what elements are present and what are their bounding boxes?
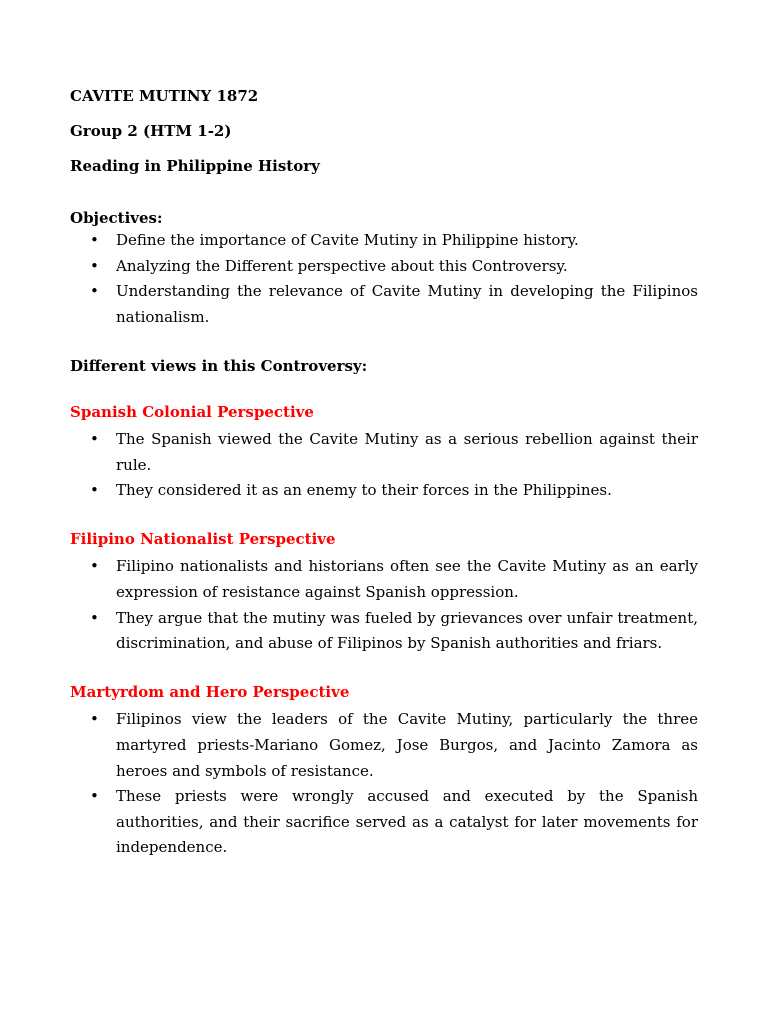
- spanish-perspective-section: [70, 402, 698, 504]
- section-heading: Martyrdom and Hero Perspective: [70, 683, 350, 702]
- bullet-icon: •: [90, 710, 99, 729]
- bullet-icon: •: [90, 787, 99, 806]
- list-item-text: Analyzing the Different perspective about this Controversy.: [116, 256, 568, 275]
- bullet-icon: •: [90, 608, 99, 627]
- group-label: Group 2 (HTM 1-2): [70, 122, 232, 140]
- list-item: [70, 707, 698, 784]
- list-item: [70, 478, 698, 504]
- section-heading: Spanish Colonial Perspective: [70, 402, 314, 421]
- list-item-text: They considered it as an enemy to their forces in the Philippines.: [116, 481, 612, 500]
- list-item: [70, 606, 698, 657]
- list-item: [70, 228, 698, 254]
- list-item-text: The Spanish viewed the Cavite Mutiny as a serious rebellion against their rule.: [116, 429, 698, 474]
- bullet-icon: •: [90, 256, 99, 275]
- list-item-text: Define the importance of Cavite Mutiny in Philippine history.: [116, 231, 579, 249]
- list-item: [70, 554, 698, 605]
- course-label: Reading in Philippine History: [70, 157, 320, 175]
- objectives-list: [70, 228, 698, 330]
- list-item-text: Filipinos view the leaders of the Cavite Mutiny, particularly the three martyred priests-Mariano Gomez, Jose Burgos, and Jacinto Zamora as heroes and symbols of resistance.: [116, 710, 698, 780]
- document-title: CAVITE MUTINY 1872: [70, 87, 259, 105]
- section-list: [70, 554, 698, 656]
- section-list: [70, 427, 698, 504]
- bullet-icon: •: [90, 481, 99, 500]
- bullet-icon: •: [90, 282, 99, 301]
- list-item-text: Understanding the relevance of Cavite Mutiny in developing the Filipinos nationalism.: [116, 282, 698, 326]
- list-item: [70, 427, 698, 478]
- list-item-text: Filipino nationalists and historians often see the Cavite Mutiny as an early expression of resistance against Spanish oppression.: [116, 557, 698, 601]
- bullet-icon: •: [90, 557, 99, 576]
- list-item: [70, 254, 698, 280]
- list-item-text: They argue that the mutiny was fueled by grievances over unfair treatment, discrimination, and abuse of Filipinos by Spanish authorities and friars.: [116, 608, 698, 653]
- list-item-text: These priests were wrongly accused and executed by the Spanish authorities, and their sacrifice served as a catalyst for later movements for independence.: [116, 787, 698, 857]
- filipino-nationalist-section: [70, 529, 698, 656]
- section-list: [70, 707, 698, 861]
- list-item: [70, 279, 698, 330]
- objectives-heading: Objectives:: [70, 209, 163, 227]
- bullet-icon: •: [90, 231, 99, 249]
- martyrdom-hero-section: [70, 682, 698, 861]
- list-item: [70, 784, 698, 861]
- bullet-icon: •: [90, 429, 99, 448]
- objectives-section: [70, 208, 698, 330]
- section-heading: Filipino Nationalist Perspective: [70, 530, 336, 549]
- document-page: [70, 86, 698, 886]
- views-heading: Different views in this Controversy:: [70, 356, 368, 375]
